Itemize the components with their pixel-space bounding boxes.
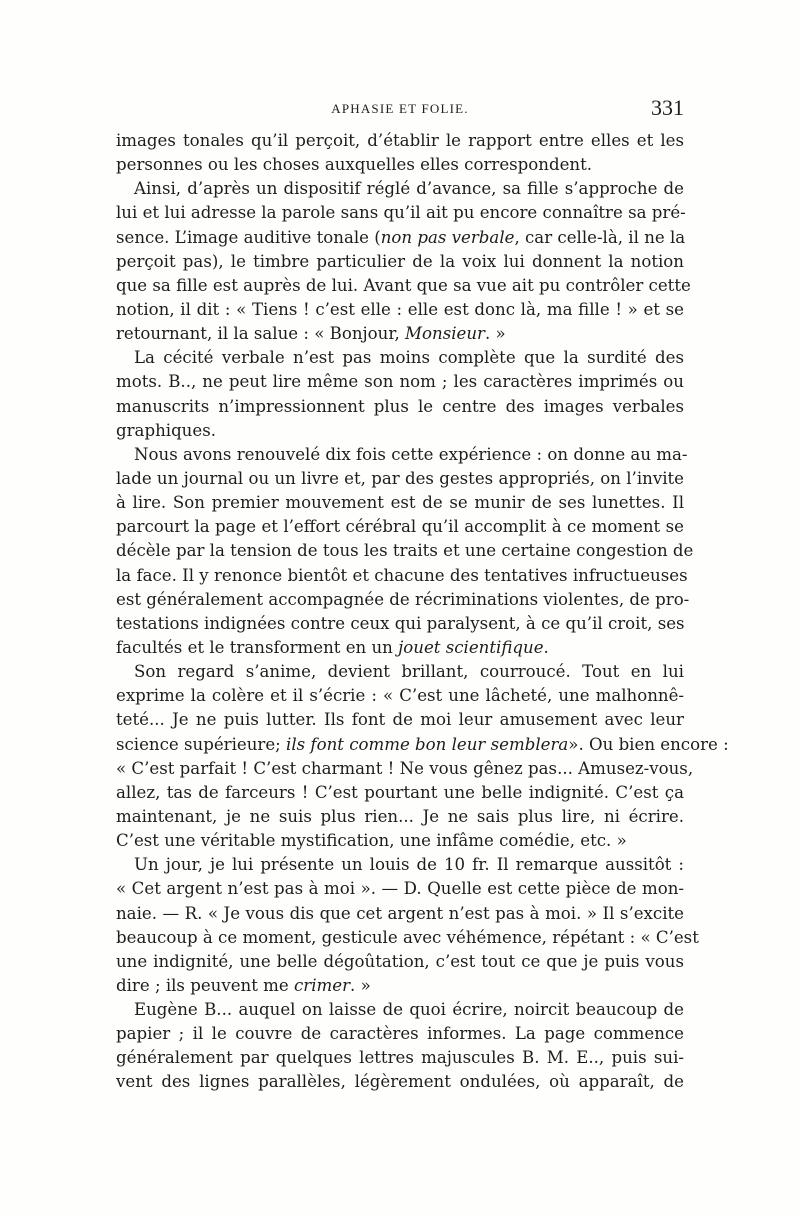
italic-text-segment: crimer bbox=[294, 975, 351, 995]
text-line bbox=[116, 1046, 684, 1070]
text-segment: Eugène B... auquel on laisse de quoi écrire, noircit beaucoup de bbox=[134, 1000, 684, 1020]
text-segment: parcourt la page et l’effort cérébral qu’il accomplit à ce moment se bbox=[116, 517, 684, 537]
text-segment: . bbox=[543, 637, 549, 657]
text-segment: est généralement accompagnée de récriminations violentes, de pro- bbox=[116, 589, 690, 609]
text-line bbox=[116, 274, 691, 298]
text-segment: Un jour, je lui présente un louis de 10 fr. Il remarque aussitôt : bbox=[134, 855, 684, 875]
text-line bbox=[116, 370, 684, 394]
text-segment: , car celle-là, il ne la bbox=[514, 227, 686, 247]
text-segment: beaucoup à ce moment, gesticule avec véhémence, répétant : « C’est bbox=[116, 927, 699, 947]
text-segment: la face. Il y renonce bientôt et chacune des tentatives infructueuses bbox=[116, 565, 688, 585]
text-segment: graphiques. bbox=[116, 420, 216, 440]
italic-text-segment: ils font comme bon leur semblera bbox=[286, 734, 569, 754]
text-segment: que sa fille est auprès de lui. Avant que sa vue ait pu contrôler cette bbox=[116, 275, 691, 295]
text-line bbox=[116, 588, 690, 612]
text-line bbox=[116, 153, 684, 177]
text-segment: ». Ou bien encore : bbox=[568, 734, 729, 754]
text-line bbox=[116, 781, 684, 805]
running-head bbox=[116, 93, 684, 121]
text-line bbox=[116, 853, 684, 877]
text-segment: papier ; il le couvre de caractères informes. La page commence bbox=[116, 1024, 684, 1044]
text-segment: vent des lignes parallèles, légèrement ondulées, où apparaît, de bbox=[116, 1072, 684, 1092]
text-line bbox=[116, 902, 684, 926]
text-segment: teté... Je ne puis lutter. Ils font de moi leur amusement avec leur bbox=[116, 710, 684, 730]
text-line bbox=[116, 491, 684, 515]
text-segment: images tonales qu’il perçoit, d’établir le rapport entre elles et les bbox=[116, 131, 684, 150]
text-segment: mots. B.., ne peut lire même son nom ; les caractères imprimés ou bbox=[116, 372, 684, 392]
body-text bbox=[116, 129, 729, 1095]
text-segment: C’est une véritable mystification, une infâme comédie, etc. » bbox=[116, 831, 627, 851]
text-line bbox=[116, 636, 684, 660]
text-line bbox=[116, 226, 684, 250]
text-segment: La cécité verbale n’est pas moins complète que la surdité des bbox=[134, 348, 684, 368]
text-line bbox=[116, 467, 684, 491]
running-title: APHASIE ET FOLIE. bbox=[331, 101, 469, 116]
text-line bbox=[116, 539, 694, 563]
text-segment: maintenant, je ne suis plus rien... Je ne sais plus lire, ni écrire. bbox=[116, 806, 684, 826]
text-segment: . » bbox=[484, 324, 506, 344]
text-line bbox=[116, 829, 684, 853]
text-line bbox=[116, 733, 729, 757]
text-segment: généralement par quelques lettres majuscules B. M. E.., puis sui- bbox=[116, 1048, 684, 1068]
italic-text-segment: non pas verbale bbox=[380, 227, 515, 247]
text-line bbox=[116, 684, 684, 708]
text-segment: retournant, il la salue : « Bonjour, bbox=[116, 324, 406, 344]
text-segment: manuscrits n’impressionnent plus le centre des images verbales bbox=[116, 396, 684, 416]
text-segment: lui et lui adresse la parole sans qu’il ait pu encore connaître sa pré- bbox=[116, 203, 686, 223]
text-segment: perçoit pas), le timbre particulier de la voix lui donnent la notion bbox=[116, 251, 684, 271]
text-line bbox=[116, 419, 684, 443]
text-line bbox=[116, 974, 684, 998]
text-segment: Ainsi, d’après un dispositif réglé d’avance, sa fille s’approche de bbox=[134, 179, 684, 199]
text-segment: testations indignées contre ceux qui paralysent, à ce qu’il croit, ses bbox=[116, 613, 685, 633]
text-line bbox=[116, 395, 684, 419]
text-line bbox=[116, 926, 699, 950]
text-segment: « Cet argent n’est pas à moi ». — D. Quelle est cette pièce de mon- bbox=[116, 879, 684, 899]
text-segment: Nous avons renouvelé dix fois cette expérience : on donne au ma- bbox=[134, 444, 688, 464]
text-line bbox=[116, 443, 688, 467]
text-line bbox=[116, 757, 694, 781]
text-segment: facultés et le transforment en un bbox=[116, 637, 399, 657]
text-line bbox=[116, 177, 684, 201]
text-segment: science supérieure; bbox=[116, 734, 287, 754]
text-line bbox=[116, 998, 684, 1022]
text-segment: dire ; ils peuvent me bbox=[116, 975, 295, 995]
text-segment: . » bbox=[350, 975, 371, 995]
text-line bbox=[116, 298, 684, 322]
text-line bbox=[116, 708, 684, 732]
text-segment: personnes ou les choses auxquelles elles correspondent. bbox=[116, 155, 593, 175]
text-line bbox=[116, 877, 684, 901]
text-line bbox=[116, 1022, 684, 1046]
italic-text-segment: Monsieur bbox=[405, 324, 485, 344]
text-line bbox=[116, 322, 684, 346]
italic-text-segment: jouet scientifique bbox=[398, 637, 544, 657]
text-segment: naie. — R. « Je vous dis que cet argent n’est pas à moi. » Il s’excite bbox=[116, 903, 684, 923]
text-segment: lade un journal ou un livre et, par des gestes appropriés, on l’invite bbox=[116, 468, 684, 488]
text-line bbox=[116, 129, 684, 153]
text-segment: notion, il dit : « Tiens ! c’est elle : elle est donc là, ma fille ! » et se bbox=[116, 299, 684, 319]
text-segment: sence. L’image auditive tonale ( bbox=[116, 227, 381, 247]
text-line bbox=[116, 515, 684, 539]
text-line bbox=[116, 805, 684, 829]
text-line bbox=[116, 612, 684, 636]
text-line bbox=[116, 660, 684, 684]
text-segment: exprime la colère et il s’écrie : « C’est une lâcheté, une malhonnê- bbox=[116, 686, 684, 706]
text-line bbox=[116, 564, 688, 588]
text-line bbox=[116, 201, 684, 225]
text-segment: une indignité, une belle dégoûtation, c’est tout ce que je puis vous bbox=[116, 951, 684, 971]
text-segment: décèle par la tension de tous les traits et une certaine congestion de bbox=[116, 541, 694, 561]
text-line bbox=[116, 1070, 684, 1094]
text-line bbox=[116, 250, 684, 274]
text-segment: « C’est parfait ! C’est charmant ! Ne vous gênez pas... Amusez-vous, bbox=[116, 758, 694, 778]
page-number: 331 bbox=[651, 95, 684, 120]
text-segment: Son regard s’anime, devient brillant, courroucé. Tout en lui bbox=[134, 662, 684, 682]
text-line bbox=[116, 950, 684, 974]
text-line bbox=[116, 346, 684, 370]
text-segment: allez, tas de farceurs ! C’est pourtant une belle indignité. C’est ça bbox=[116, 782, 684, 802]
text-segment: à lire. Son premier mouvement est de se munir de ses lunettes. Il bbox=[116, 493, 684, 513]
